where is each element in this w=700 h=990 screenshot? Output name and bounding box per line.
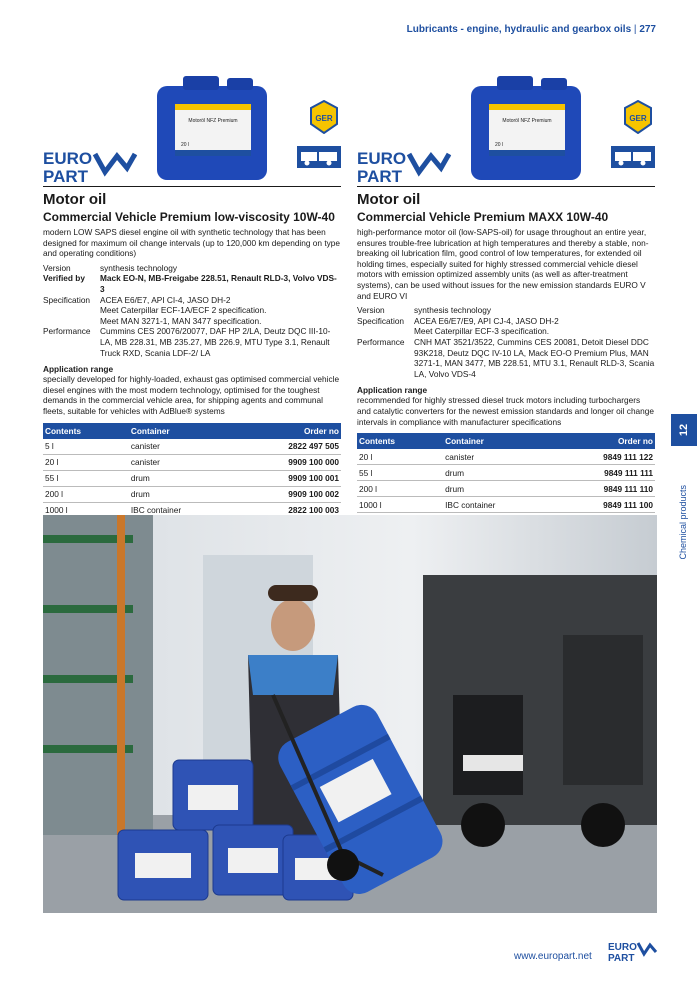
col-header-contents: Contents: [43, 423, 129, 439]
spec-value: ACEA E6/E7/E9, API CJ-4, JASO DH-2: [414, 315, 559, 326]
spec-value: Meet Caterpillar ECF-1A/ECF 2 specification.: [100, 305, 267, 316]
cell-order-no: 9849 111 110: [549, 481, 655, 497]
spec-row: [357, 337, 655, 379]
ger-badge-icon: [309, 100, 339, 134]
canister-image: [153, 74, 271, 182]
page-number: 277: [639, 24, 656, 35]
product-description: modern LOW SAPS diesel engine oil with synthetic technology that has been designed for maximum oil change intervals (up to 120,000 km depending on type and operating conditions): [43, 227, 341, 259]
ger-badge-icon: [623, 100, 653, 134]
cell-order-no: 2822 100 003: [234, 502, 341, 518]
cell-contents: 200 l: [357, 481, 443, 497]
spec-key: Performance: [43, 326, 91, 337]
cell-order-no: 9849 111 122: [549, 449, 655, 465]
workshop-photo: [43, 515, 657, 913]
logo-text-part: PART: [43, 167, 89, 184]
cell-container: canister: [129, 439, 235, 455]
truck-bus-icon: [297, 146, 341, 168]
logo-text-euro: EURO: [357, 149, 407, 168]
product-image-area: [43, 68, 341, 187]
cell-order-no: 9909 100 000: [234, 454, 341, 470]
cell-order-no: 9909 100 002: [234, 486, 341, 502]
table-row: [357, 481, 655, 497]
col-header-container: Container: [443, 433, 549, 449]
product-description: high-performance motor oil (low-SAPS-oil) for usage throughout an entire year, ensures trouble-free lubrication at high temperatures and thereby a stable, non-breaking oil lubrication film, good control of low temperatures, for extended oil holding times, especially suited for highly stressed commercial vehicle diesel motors with emission optimized assembly units (as well as after-treatment systems), can be used without issues for the new emission standards EURO V and EURO VI: [357, 227, 649, 301]
table-row: [43, 486, 341, 502]
canister-volume-text: 20 l: [495, 142, 504, 148]
table-row: [43, 470, 341, 486]
application-range-title: Application range: [43, 364, 114, 375]
application-range-title: Application range: [357, 385, 428, 396]
footer-europart-logo: [608, 940, 658, 967]
page-header: [407, 24, 656, 35]
col-header-contents: Contents: [357, 433, 443, 449]
spec-value: Mack EO-N, MB-Freigabe 228.51, Renault RLD-3, Volvo VDS-3: [100, 273, 337, 294]
logo-registered-mark: ®: [133, 154, 137, 160]
footer-website-link[interactable]: www.europart.net: [514, 951, 592, 962]
application-range-text: recommended for highly stressed diesel truck motors including turbochargers and catalytic converters for the newest emission standards and longer oil change intervals in compliance with manufacturer specifications: [357, 395, 655, 427]
spec-value: synthesis technology: [414, 305, 492, 316]
spec-row: [43, 326, 341, 358]
spec-list: [357, 305, 655, 379]
product-column-1: [43, 68, 341, 535]
spec-row: [357, 316, 655, 327]
product-subtitle: Commercial Vehicle Premium low-viscosity 10W-40: [43, 210, 335, 224]
spec-key: Version: [357, 305, 385, 316]
cell-container: drum: [129, 470, 235, 486]
chapter-tab: [671, 414, 697, 446]
spec-key: [43, 305, 100, 316]
truck-bus-icon: [611, 146, 655, 168]
cell-contents: 1000 l: [357, 497, 443, 513]
canister-image: [467, 74, 585, 182]
table-row: [357, 449, 655, 465]
cell-container: canister: [443, 449, 549, 465]
header-separator: |: [631, 24, 640, 35]
cell-container: drum: [443, 481, 549, 497]
spec-key: [43, 316, 100, 327]
product-image-area: [357, 68, 655, 187]
cell-contents: 20 l: [357, 449, 443, 465]
spec-key: Specification: [43, 294, 91, 305]
canister-label-text: Motoröl NFZ Premium: [502, 118, 552, 124]
europart-logo: [357, 148, 453, 189]
col-header-order-no: Order no: [549, 433, 655, 449]
cell-order-no: 9849 111 100: [549, 497, 655, 513]
spec-row: [43, 295, 341, 306]
spec-row: [43, 305, 341, 316]
header-section: Lubricants - engine, hydraulic and gearbox oils: [406, 24, 632, 35]
ger-badge-text: GER: [315, 114, 333, 123]
spec-key: Performance: [357, 336, 405, 347]
application-range-text: specially developed for highly-loaded, exhaust gas optimised commercial vehicle diesel engines with the most modern technology, optimised for the toughest demands in the commercial vehicle area, for shipping agents and communal fleets, suitable for vehicles with AdBlue® systems: [43, 374, 340, 416]
product-column-2: [357, 68, 655, 529]
spec-list: [43, 263, 341, 358]
spec-value: CNH MAT 3521/3522, Cummins CES 20081, Detoit Diesel DDC 93K218, Deutz DQC IV-10 LA, Mack EO-O Premium Plus, MAN 3271-1, MAN 3477, MB 228.51, MTU 3.1, Renault RLD-3, Scania LA, Volvo VDS-4: [414, 336, 655, 379]
cell-container: drum: [129, 486, 235, 502]
cell-container: drum: [443, 465, 549, 481]
footer-logo-text-euro: EURO: [608, 942, 637, 953]
table-row: [43, 439, 341, 455]
cell-container: canister: [129, 454, 235, 470]
table-row: [357, 465, 655, 481]
spec-value: synthesis technology: [100, 262, 178, 273]
cell-contents: 20 l: [43, 454, 129, 470]
footer-logo-text-part: PART: [608, 953, 635, 962]
spec-value: Meet Caterpillar ECF-3 specification.: [414, 326, 550, 337]
canister-volume-text: 20 l: [181, 142, 190, 148]
cell-contents: 55 l: [43, 470, 129, 486]
product-subtitle: Commercial Vehicle Premium MAXX 10W-40: [357, 210, 609, 224]
logo-text-part: PART: [357, 167, 403, 184]
spec-key: [357, 326, 414, 337]
europart-logo: [43, 148, 139, 189]
spec-row: [43, 316, 341, 327]
table-row: [43, 454, 341, 470]
cell-order-no: 9849 111 111: [549, 465, 655, 481]
logo-registered-mark: ®: [447, 154, 451, 160]
cell-order-no: 9909 100 001: [234, 470, 341, 486]
spec-key: Verified by: [43, 273, 85, 284]
canister-label-text: Motoröl NFZ Premium: [188, 118, 238, 124]
cell-contents: 200 l: [43, 486, 129, 502]
cell-order-no: 2822 497 505: [234, 439, 341, 455]
spec-key: Version: [43, 262, 71, 273]
cell-container: IBC container: [129, 502, 235, 518]
logo-text-euro: EURO: [43, 149, 93, 168]
spec-row: [43, 273, 341, 294]
cell-contents: 55 l: [357, 465, 443, 481]
spec-row: [43, 263, 341, 274]
col-header-order-no: Order no: [234, 423, 341, 439]
col-header-container: Container: [129, 423, 235, 439]
product-title: Motor oil: [43, 191, 107, 208]
chapter-label: Chemical products: [678, 485, 688, 560]
chapter-side-label: [674, 485, 694, 575]
product-title: Motor oil: [357, 191, 421, 208]
spec-value: Cummins CES 20076/20077, DAF HP 2/LA, Deutz DQC III-10-LA, MB 228.31, MB 235.27, MB 226.9, MTU Type 3.1, Renault Truck RXD, Scania LDF-2/ LA: [100, 326, 331, 358]
cell-contents: 5 l: [43, 439, 129, 455]
spec-key: Specification: [357, 315, 405, 326]
table-row: [357, 497, 655, 513]
cell-contents: 1000 l: [43, 502, 129, 518]
cell-container: IBC container: [443, 497, 549, 513]
chapter-number: 12: [678, 423, 690, 437]
ger-badge-text: GER: [629, 114, 647, 123]
spec-value: Meet MAN 3271-1, MAN 3477 specification.: [100, 315, 262, 326]
spec-row: [357, 326, 655, 337]
spec-value: ACEA E6/E7, API CI-4, JASO DH-2: [100, 294, 231, 305]
spec-row: [357, 305, 655, 316]
